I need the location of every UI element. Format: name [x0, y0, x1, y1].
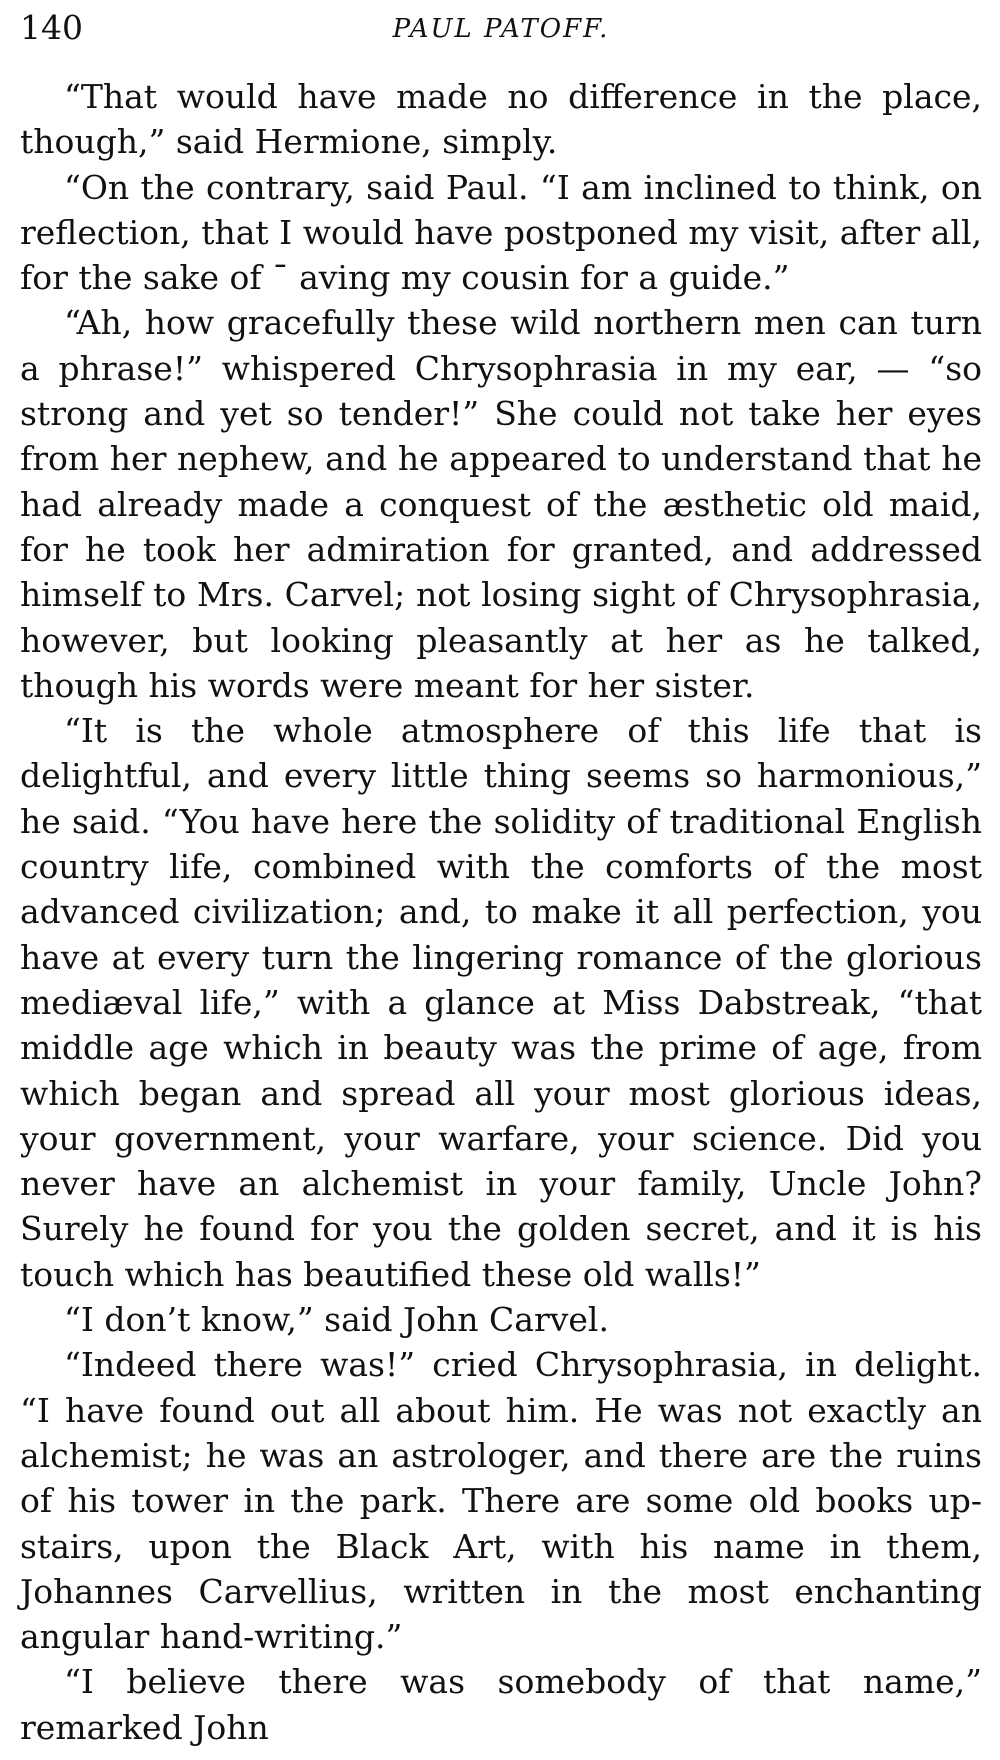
- paragraph: “It is the whole atmosphere of this life that is delightful, and every little thing seems so harmonious,” he said. “You have here the solidity of traditional English country life, combined with the comforts of the most advanced civilization; and, to make it all perfection, you have at every turn the lingering romance of the glorious mediæval life,” with a glance at Miss Dabstreak, “that middle age which in beauty was the prime of age, from which began and spread all your most glorious ideas, your government, your warfare, your science. Did you never have an alchemist in your family, Uncle John? Surely he found for you the golden secret, and it is his touch which has beautified these old walls!”: [20, 711, 982, 1294]
- paragraph: “Indeed there was!” cried Chrysophrasia, in delight. “I have found out all about him. He was not exactly an alchemist; he was an astrologer, and there are the ruins of his tower in the park. There are some old books up-stairs, upon the Black Art, with his name in them, Johannes Carvellius, written in the most enchanting angular hand-writing.”: [20, 1345, 982, 1657]
- paragraph: “I believe there was somebody of that name,” remarked John: [20, 1662, 982, 1747]
- paragraph: “Ah, how gracefully these wild northern men can turn a phrase!” whispered Chrysophrasia in my ear, — “so strong and yet so tender!” She could not take her eyes from her nephew, and he appeared to understand that he had already made a conquest of the æsthetic old maid, for he took her admiration for granted, and addressed himself to Mrs. Carvel; not losing sight of Chrysophrasia, however, but looking pleasantly at her as he talked, though his words were meant for her sister.: [20, 303, 982, 705]
- paragraph: “I don’t know,” said John Carvel.: [64, 1300, 609, 1340]
- running-title: PAUL PATOFF.: [392, 14, 610, 44]
- paragraph: “That would have made no difference in the place, though,” said Hermione, simply.: [20, 77, 982, 162]
- page-header: [20, 6, 982, 58]
- paragraph: “On the contrary, said Paul. “I am inclined to think, on reflection, that I would have postponed my visit, after all, for the sake of ˉ aving my cousin for a guide.”: [20, 167, 982, 298]
- page-body: [20, 74, 982, 1750]
- page-number: 140: [20, 8, 83, 47]
